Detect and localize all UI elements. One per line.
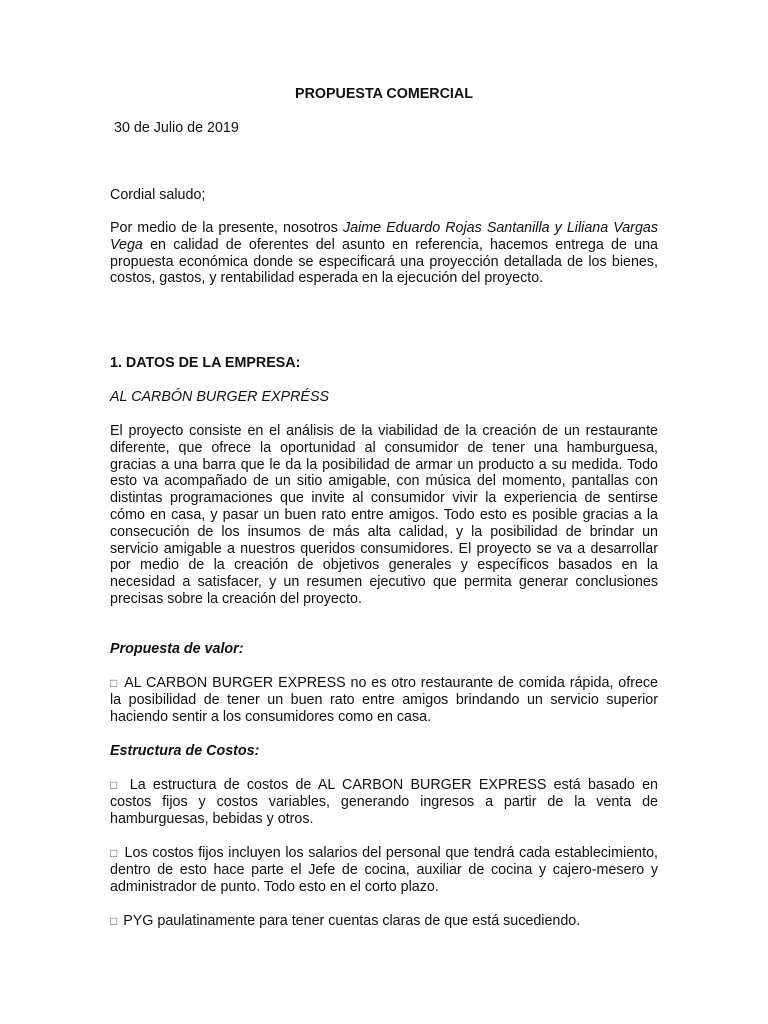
intro-rest-text: en calidad de oferentes del asunto en referencia, hacemos entrega de una propuesta económica donde se especificará una proyección detallada de los bienes, costos, gastos, y rentabilidad esperada en la ejecución del proyecto. — [110, 236, 658, 287]
section-heading-company-data: 1. DATOS DE LA EMPRESA: — [110, 355, 301, 371]
cost-structure-item-text: PYG paulatinamente para tener cuentas claras de que está sucediendo. — [119, 913, 581, 929]
cost-structure-heading: Estructura de Costos: — [110, 743, 260, 759]
value-proposition-heading: Propuesta de valor: — [110, 641, 244, 657]
project-description: El proyecto consiste en el análisis de la viabilidad de la creación de un restaurante diferente, que ofrece la oportunidad al consumidor de tener una hamburguesa, gracias a una barra que le da la posibilidad de armar un producto a su medida. Todo esto va acompañado de un sitio amigable, con música del momento, pantallas con distintas programaciones que invite al consumidor vivir la experiencia de sentirse cómo en casa, y pasar un buen rato entre amigos. Todo esto es posible gracias a la consecución de los insumos de más alta calidad, y la posibilidad de brindar un servicio amigable a nuestros queridos consumidores. El proyecto se va a desarrollar por medio de la creación de objetivos generales y específicos basados en la necesidad a satisfacer, y un resumen ejecutivo que permita generar conclusiones precisas sobre la creación del proyecto. — [110, 423, 658, 607]
company-name: AL CARBÓN BURGER EXPRÉSS — [110, 389, 330, 405]
cost-structure-item-text: La estructura de costos de AL CARBON BURGER EXPRESS está basado en costos fijos y costos variables, generando ingresos a partir de la venta de hamburguesas, bebidas y otros. — [110, 777, 658, 827]
value-proposition-paragraph — [110, 675, 658, 725]
intro-lead-text: Por medio de la presente, nosotros — [110, 220, 343, 236]
cost-structure-item — [110, 777, 658, 827]
cost-structure-item — [110, 913, 658, 930]
cost-structure-item-text: Los costos fijos incluyen los salarios del personal que tendrá cada establecimiento, dentro de esto hace parte el Jefe de cocina, auxiliar de cocina y cajero-mesero y administrador de punto. Todo esto en el corto plazo. — [110, 845, 658, 895]
bullet-box-icon: □ — [110, 846, 118, 860]
document-title: PROPUESTA COMERCIAL — [295, 86, 473, 102]
document-date: 30 de Julio de 2019 — [114, 120, 239, 136]
greeting: Cordial saludo; — [110, 187, 206, 203]
cost-structure-item — [110, 845, 658, 895]
bullet-box-icon: □ — [110, 914, 118, 928]
bullet-box-icon: □ — [110, 676, 119, 690]
proposer-names: Jaime Eduardo Rojas Santanilla y Liliana Vargas Vega — [110, 220, 658, 253]
bullet-box-icon: □ — [110, 778, 121, 792]
value-proposition-text: AL CARBON BURGER EXPRESS no es otro restaurante de comida rápida, ofrece la posibilidad de tener un buen rato entre amigos brindando un servicio superior haciendo sentir a los consumidores como en casa. — [110, 675, 659, 725]
intro-paragraph — [110, 220, 658, 287]
